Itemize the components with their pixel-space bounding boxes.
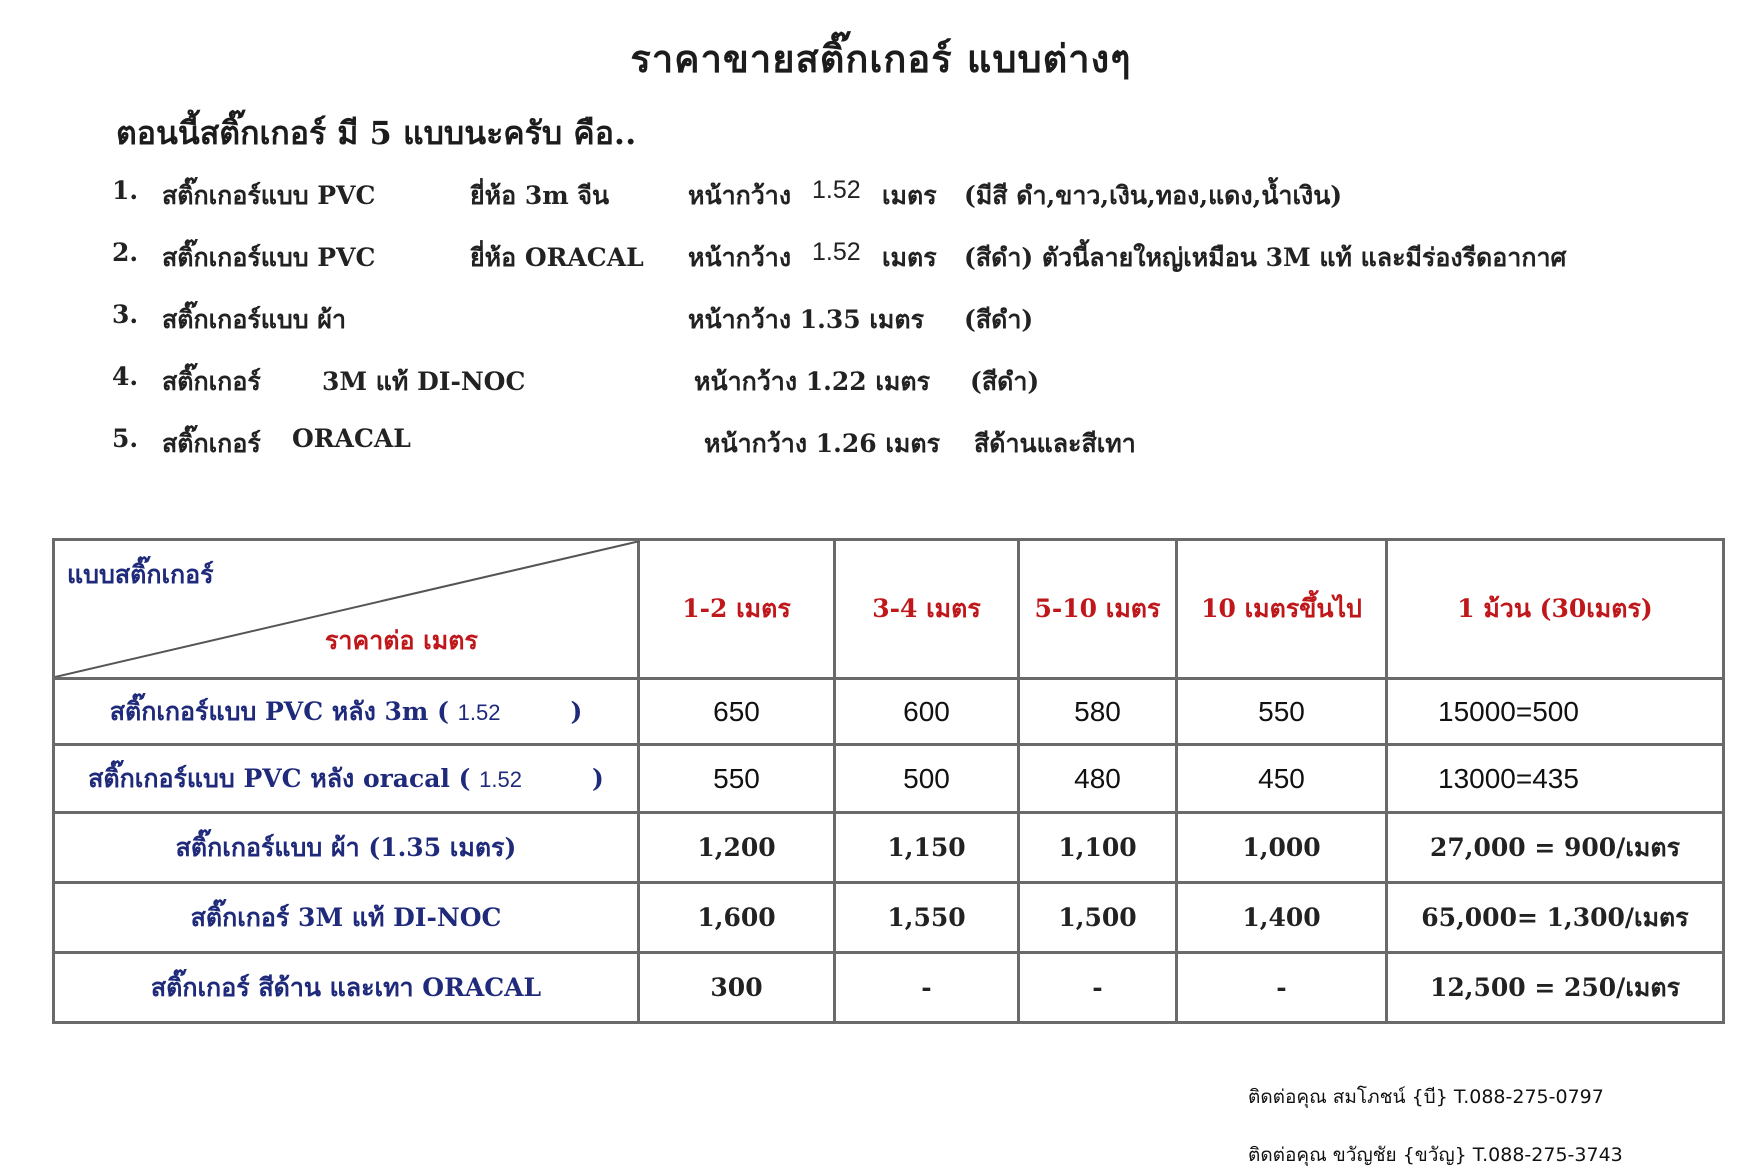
corner-header (54, 540, 639, 679)
item-number: 5. (112, 424, 139, 453)
item-note: สีด้านและสีเทา (974, 429, 1136, 458)
item-width-label: หน้ากว้าง (688, 181, 792, 210)
item-width-label: หน้ากว้าง 1.26 เมตร (704, 429, 941, 458)
row-size: 1.52 (457, 699, 501, 725)
row-close: ) (570, 696, 583, 726)
table-cell: 580 (1019, 679, 1177, 745)
row-label: สติ๊กเกอร์ สีด้าน และเทา ORACAL (54, 953, 639, 1023)
table-cell: 1,500 (1019, 883, 1177, 953)
item-width-number: 1.52 (812, 238, 861, 266)
table-cell: 1,000 (1177, 813, 1387, 883)
table-cell: 300 (639, 953, 835, 1023)
table-cell: 13000=435 (1387, 745, 1724, 813)
item-name: สติ๊กเกอร์แบบ ผ้า (162, 305, 346, 334)
item-width-unit: เมตร (882, 181, 937, 210)
item-number: 1. (112, 176, 139, 205)
table-row (54, 883, 1724, 953)
table-cell: - (1019, 953, 1177, 1023)
item-brand: ยี่ห้อ 3m จีน (470, 181, 610, 210)
table-row (54, 953, 1724, 1023)
table-row (54, 679, 1724, 745)
item-number: 4. (112, 362, 139, 391)
price-table (52, 538, 1725, 1024)
table-cell: 1,400 (1177, 883, 1387, 953)
item-width-number: 1.52 (812, 176, 861, 204)
table-cell: - (835, 953, 1019, 1023)
item-brand: 3M แท้ DI-NOC (322, 367, 526, 396)
table-cell: 550 (639, 745, 835, 813)
table-cell: 600 (835, 679, 1019, 745)
item-brand: ยี่ห้อ ORACAL (470, 243, 644, 272)
table-cell: 650 (639, 679, 835, 745)
item-name: สติ๊กเกอร์ (162, 429, 261, 458)
item-note: (สีดำ) (964, 305, 1034, 334)
table-cell: 1,600 (639, 883, 835, 953)
contact-line: ติดต่อคุณ ขวัญชัย {ขวัญ} T.088-275-3743 (1248, 1144, 1623, 1166)
table-cell: 1,200 (639, 813, 835, 883)
row-label (54, 679, 639, 745)
page-title: ราคาขายสติ๊กเกอร์ แบบต่างๆ (630, 36, 1132, 81)
intro-text: ตอนนี้สติ๊กเกอร์ มี 5 แบบนะครับ คือ.. (116, 114, 637, 152)
table-cell: 1,100 (1019, 813, 1177, 883)
contact-line: ติดต่อคุณ สมโภชน์ {บี} T.088-275-0797 (1248, 1086, 1604, 1108)
row-name: สติ๊กเกอร์แบบ PVC หลัง oracal ( (88, 763, 471, 793)
table-cell: - (1177, 953, 1387, 1023)
table-cell: 12,500 = 250/เมตร (1387, 953, 1724, 1023)
item-number: 3. (112, 300, 139, 329)
table-cell: 1,150 (835, 813, 1019, 883)
table-header-row (54, 540, 1724, 679)
item-width-label: หน้ากว้าง 1.35 เมตร (688, 305, 925, 334)
row-close: ) (592, 763, 604, 793)
item-note: (มีสี ดำ,ขาว,เงิน,ทอง,แดง,น้ำเงิน) (964, 181, 1343, 210)
item-note: (สีดำ) ตัวนี้ลายใหญ่เหมือน 3M แท้ และมีร่องรีดอากาศ (964, 243, 1567, 272)
row-name: สติ๊กเกอร์แบบ PVC หลัง 3m ( (109, 696, 449, 726)
item-name: สติ๊กเกอร์แบบ PVC (162, 243, 376, 272)
table-row (54, 745, 1724, 813)
row-label: สติ๊กเกอร์แบบ ผ้า (1.35 เมตร) (54, 813, 639, 883)
table-cell: 15000=500 (1387, 679, 1724, 745)
item-note: (สีดำ) (970, 367, 1040, 396)
row-label: สติ๊กเกอร์ 3M แท้ DI-NOC (54, 883, 639, 953)
corner-bottom-label: ราคาต่อ เมตร (325, 626, 478, 655)
table-cell: 480 (1019, 745, 1177, 813)
column-header: 5-10 เมตร (1019, 540, 1177, 679)
item-name: สติ๊กเกอร์ (162, 367, 261, 396)
item-name: สติ๊กเกอร์แบบ PVC (162, 181, 376, 210)
corner-top-label: แบบสติ๊กเกอร์ (67, 560, 214, 589)
table-cell: 27,000 = 900/เมตร (1387, 813, 1724, 883)
column-header: 1 ม้วน (30เมตร) (1387, 540, 1724, 679)
item-brand: ORACAL (292, 424, 411, 453)
row-label (54, 745, 639, 813)
item-width-label: หน้ากว้าง 1.22 เมตร (694, 367, 931, 396)
item-width-label: หน้ากว้าง (688, 243, 792, 272)
column-header: 10 เมตรขึ้นไป (1177, 540, 1387, 679)
row-size: 1.52 (479, 766, 522, 792)
column-header: 1-2 เมตร (639, 540, 835, 679)
table-cell: 65,000= 1,300/เมตร (1387, 883, 1724, 953)
table-cell: 550 (1177, 679, 1387, 745)
item-number: 2. (112, 238, 139, 267)
table-cell: 500 (835, 745, 1019, 813)
table-row (54, 813, 1724, 883)
table-cell: 450 (1177, 745, 1387, 813)
table-cell: 1,550 (835, 883, 1019, 953)
item-width-unit: เมตร (882, 243, 937, 272)
column-header: 3-4 เมตร (835, 540, 1019, 679)
